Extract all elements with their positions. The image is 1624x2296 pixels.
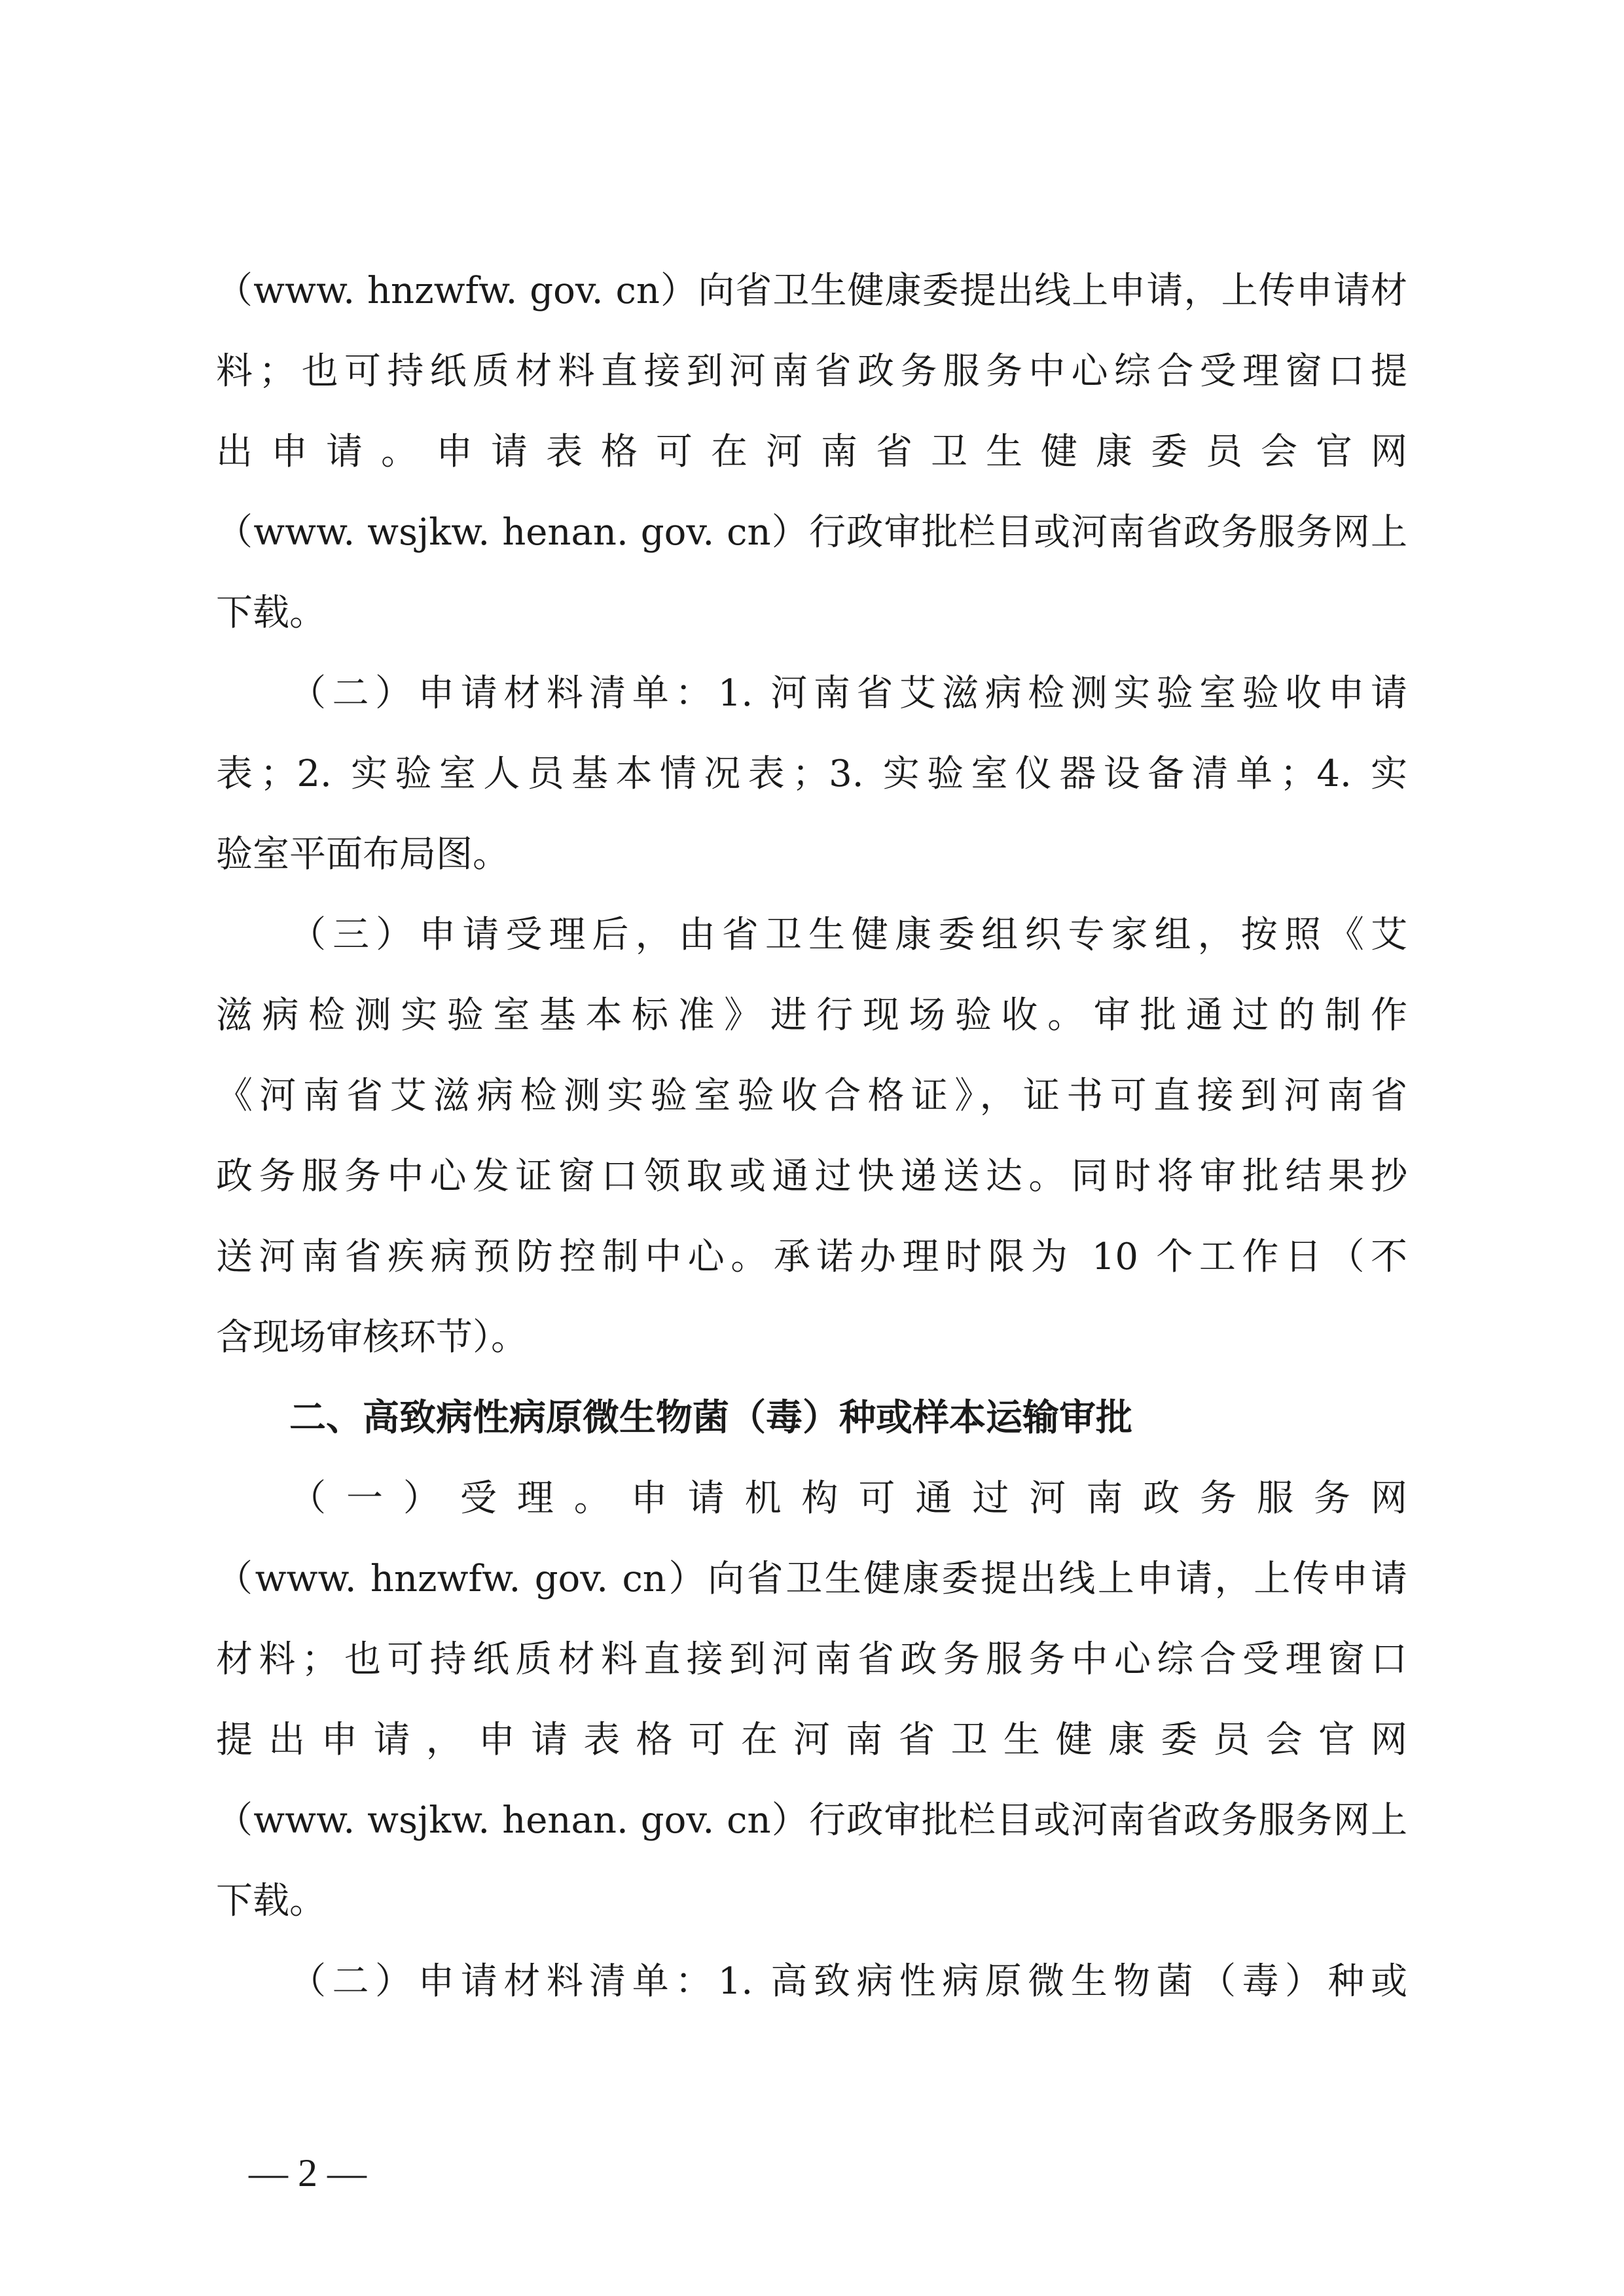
body-text-line: （www. hnzwfw. gov. cn）向省卫生健康委提出线上申请，上传申请材: [216, 270, 1407, 312]
paragraph-first-line: （二）申请材料清单：1. 高致病性病原微生物菌（毒）种或: [289, 1960, 1407, 2003]
body-text-line: 出申请。申请表格可在河南省卫生健康委员会官网: [216, 431, 1407, 473]
body-text-line: 《河南省艾滋病检测实验室验收合格证》，证书可直接到河南省: [216, 1075, 1407, 1117]
body-text-line: 下载。: [216, 1880, 326, 1922]
body-text-line: 含现场审核环节）。: [216, 1316, 528, 1359]
body-text-line: （www. hnzwfw. gov. cn）向省卫生健康委提出线上申请，上传申请: [216, 1558, 1407, 1600]
body-text-line: 验室平面布局图。: [216, 833, 509, 876]
body-text-line: 料；也可持纸质材料直接到河南省政务服务中心综合受理窗口提: [216, 350, 1407, 393]
body-text-line: 下载。: [216, 592, 326, 634]
page-number: — 2 —: [249, 2151, 367, 2195]
body-text-line: （www. wsjkw. henan. gov. cn）行政审批栏目或河南省政务服务网上: [216, 1799, 1407, 1842]
body-text-line: 提出申请，申请表格可在河南省卫生健康委员会官网: [216, 1719, 1407, 1761]
body-text-line: （www. wsjkw. henan. gov. cn）行政审批栏目或河南省政务服务网上: [216, 511, 1407, 554]
paragraph-first-line: （一）受理。申请机构可通过河南政务服务网: [289, 1477, 1407, 1520]
paragraph-first-line: （三）申请受理后，由省卫生健康委组织专家组，按照《艾: [289, 914, 1407, 956]
body-text-line: 材料；也可持纸质材料直接到河南省政务服务中心综合受理窗口: [216, 1638, 1407, 1681]
body-text-line: 表；2. 实验室人员基本情况表；3. 实验室仪器设备清单；4. 实: [216, 753, 1407, 795]
body-text-line: 滋病检测实验室基本标准》进行现场验收。审批通过的制作: [216, 994, 1407, 1037]
section-heading: 二、高致病性病原微生物菌（毒）种或样本运输审批: [289, 1397, 1132, 1439]
body-text-line: 送河南省疾病预防控制中心。承诺办理时限为 10 个工作日（不: [216, 1236, 1407, 1278]
paragraph-first-line: （二）申请材料清单：1. 河南省艾滋病检测实验室验收申请: [289, 672, 1407, 715]
body-text-line: 政务服务中心发证窗口领取或通过快递送达。同时将审批结果抄: [216, 1155, 1407, 1198]
